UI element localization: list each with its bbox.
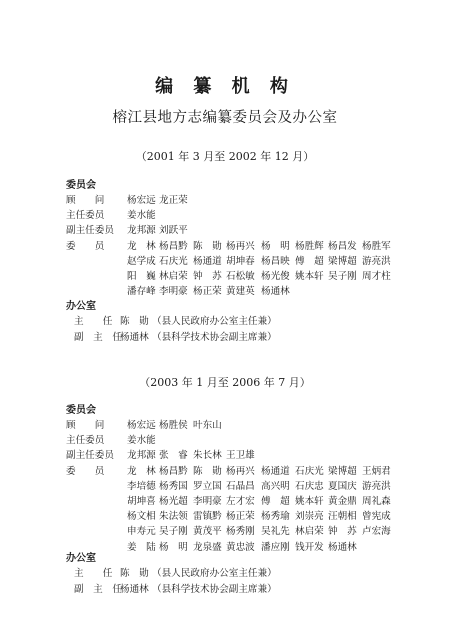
member-name: 雷镇黔 bbox=[193, 511, 222, 523]
member-name: 龙 林 bbox=[127, 465, 156, 477]
committee-row bbox=[0, 432, 450, 446]
member-name: 陈 勋 bbox=[120, 316, 149, 327]
member-name: 姜水能 bbox=[127, 435, 156, 447]
member-name: 罗立国 bbox=[193, 480, 222, 492]
member-name: 刘跃平 bbox=[159, 225, 188, 237]
office-heading: 办公室 bbox=[66, 553, 96, 564]
member-name: 杨正荣 bbox=[193, 286, 222, 298]
member-name: 黄建英 bbox=[226, 286, 255, 298]
member-name: 龙邦源 bbox=[127, 450, 156, 462]
committee-row bbox=[0, 447, 450, 461]
member-name: 杨 明 bbox=[159, 541, 188, 553]
role-label: 主 任 bbox=[74, 568, 113, 579]
page-subtitle: 榕江县地方志编纂委员会及办公室 bbox=[112, 110, 338, 126]
member-name: 杨秀国 bbox=[159, 480, 188, 492]
member-name: 陈 勋 bbox=[193, 465, 222, 477]
member-name: 王炳君 bbox=[362, 465, 391, 477]
member-name: 左才宏 bbox=[226, 496, 255, 507]
member-name: 姚本轩 bbox=[295, 496, 324, 507]
member-name: 杨昌映 bbox=[261, 255, 290, 267]
member-name: 阳 巍 bbox=[127, 271, 156, 282]
member-name: 杨宏远 bbox=[127, 420, 156, 431]
member-name: 龙邦源 bbox=[127, 225, 156, 237]
member-name: 杨通道 bbox=[261, 465, 290, 477]
member-name: 杨胜侯 bbox=[159, 420, 188, 431]
member-name: 龙正荣 bbox=[159, 195, 188, 206]
member-name: 杨通林 bbox=[328, 541, 357, 553]
member-name: 杨昌黔 bbox=[159, 240, 188, 252]
member-name: 龙泉盛 bbox=[193, 541, 222, 553]
role-note: （县人民政府办公室主任兼） bbox=[152, 568, 277, 579]
page-title: 编 纂 机 构 bbox=[155, 76, 295, 97]
period-label: （2003 年 1 月至 2006 年 7 月） bbox=[139, 376, 311, 389]
member-name: 杨光俊 bbox=[261, 271, 290, 282]
member-name: 姜水能 bbox=[127, 210, 156, 222]
member-name: 游亮洪 bbox=[362, 255, 391, 267]
role-note: （县人民政府办公室主任兼） bbox=[152, 316, 277, 327]
role-note: （县科学技术协会副主席兼） bbox=[152, 584, 277, 595]
member-name: 叶东山 bbox=[193, 420, 222, 431]
member-name: 申寿元 bbox=[127, 526, 156, 538]
member-name: 杨文相 bbox=[127, 511, 156, 523]
member-name: 杨再兴 bbox=[226, 465, 255, 477]
member-name: 张 睿 bbox=[159, 450, 188, 462]
member-name: 李明豪 bbox=[193, 496, 222, 507]
member-name: 石庆光 bbox=[295, 465, 324, 477]
member-name: 周礼森 bbox=[362, 496, 391, 507]
member-name: 傅 超 bbox=[295, 255, 324, 267]
committee-row bbox=[0, 283, 450, 297]
role-label: 主任委员 bbox=[66, 435, 105, 447]
office-row bbox=[0, 581, 450, 595]
member-name: 石晶昌 bbox=[226, 480, 255, 492]
period-label: （2001 年 3 月至 2002 年 12 月） bbox=[135, 150, 315, 163]
committee-row bbox=[0, 253, 450, 267]
member-name: 杨通道 bbox=[193, 255, 222, 267]
member-name: 钟 苏 bbox=[193, 271, 222, 282]
role-label: 副主任委员 bbox=[66, 225, 114, 237]
role-label: 委 员 bbox=[66, 465, 105, 477]
committee-row bbox=[0, 207, 450, 221]
member-name: 卢宏海 bbox=[362, 526, 391, 538]
member-name: 王卫雄 bbox=[226, 450, 255, 462]
member-name: 石松敏 bbox=[226, 271, 255, 282]
office-heading: 办公室 bbox=[66, 301, 96, 312]
role-label: 委 员 bbox=[66, 240, 105, 252]
member-name: 杨正荣 bbox=[226, 511, 255, 523]
member-name: 梁博超 bbox=[328, 465, 357, 477]
member-name: 刘崇亮 bbox=[295, 511, 324, 523]
committee-row bbox=[0, 192, 450, 206]
member-name: 姚本轩 bbox=[295, 271, 324, 282]
member-name: 夏国庆 bbox=[328, 480, 357, 492]
member-name: 林启荣 bbox=[159, 271, 188, 282]
member-name: 杨秀刚 bbox=[226, 526, 255, 538]
committee-row bbox=[0, 463, 450, 477]
member-name: 姜 陆 bbox=[127, 541, 156, 553]
member-name: 杨再兴 bbox=[226, 240, 255, 252]
committee-row bbox=[0, 493, 450, 507]
member-name: 杨通林 bbox=[261, 286, 290, 298]
member-name: 黄茂平 bbox=[193, 526, 222, 538]
committee-heading: 委员会 bbox=[66, 180, 96, 191]
committee-row bbox=[0, 478, 450, 492]
member-name: 钟 苏 bbox=[328, 526, 357, 538]
member-name: 李培德 bbox=[127, 480, 156, 492]
committee-row bbox=[0, 238, 450, 252]
office-row bbox=[0, 565, 450, 579]
member-name: 胡坤春 bbox=[226, 255, 255, 267]
committee-row bbox=[0, 417, 450, 431]
role-label: 主 任 bbox=[74, 316, 113, 327]
member-name: 朱法领 bbox=[159, 511, 188, 523]
committee-row bbox=[0, 508, 450, 522]
role-label: 副主任委员 bbox=[66, 450, 114, 462]
member-name: 潘存峰 bbox=[127, 286, 156, 298]
member-name: 杨 明 bbox=[261, 240, 290, 252]
committee-row bbox=[0, 523, 450, 537]
member-name: 杨光超 bbox=[159, 496, 188, 507]
member-name: 汪朝相 bbox=[328, 511, 357, 523]
member-name: 游亮洪 bbox=[362, 480, 391, 492]
committee-heading: 委员会 bbox=[66, 405, 96, 416]
member-name: 吴子刚 bbox=[328, 271, 357, 282]
member-name: 陈 勋 bbox=[120, 568, 149, 579]
member-name: 胡坤喜 bbox=[127, 496, 156, 507]
member-name: 林启荣 bbox=[295, 526, 324, 538]
role-label: 顾 问 bbox=[66, 195, 105, 206]
member-name: 杨胜辉 bbox=[295, 240, 324, 252]
member-name: 陈 勋 bbox=[193, 240, 222, 252]
member-name: 周才柱 bbox=[362, 271, 391, 282]
member-name: 黄忠波 bbox=[226, 541, 255, 553]
role-label: 顾 问 bbox=[66, 420, 105, 431]
member-name: 石庆光 bbox=[159, 255, 188, 267]
office-row bbox=[0, 329, 450, 343]
member-name: 钱开发 bbox=[295, 541, 324, 553]
member-name: 梁博超 bbox=[328, 255, 357, 267]
member-name: 龙 林 bbox=[127, 240, 156, 252]
member-name: 朱长林 bbox=[193, 450, 222, 462]
member-name: 黄金鼎 bbox=[328, 496, 357, 507]
committee-row bbox=[0, 222, 450, 236]
member-name: 潘应刚 bbox=[261, 541, 290, 553]
office-row bbox=[0, 313, 450, 327]
role-label: 主任委员 bbox=[66, 210, 105, 222]
member-name: 杨昌黔 bbox=[159, 465, 188, 477]
member-name: 杨通林 bbox=[120, 584, 149, 595]
member-name: 吴礼先 bbox=[261, 526, 290, 538]
role-label: 副 主 任 bbox=[74, 332, 122, 343]
member-name: 高兴明 bbox=[261, 480, 290, 492]
member-name: 杨昌发 bbox=[328, 240, 357, 252]
member-name: 赵学成 bbox=[127, 255, 156, 267]
role-label: 副 主 任 bbox=[74, 584, 122, 595]
member-name: 傅 超 bbox=[261, 496, 290, 507]
member-name: 李明豪 bbox=[159, 286, 188, 298]
member-name: 曾宪成 bbox=[362, 511, 391, 523]
role-note: （县科学技术协会副主席兼） bbox=[152, 332, 277, 343]
member-name: 杨宏远 bbox=[127, 195, 156, 206]
member-name: 石庆忠 bbox=[295, 480, 324, 492]
member-name: 吴子刚 bbox=[159, 526, 188, 538]
member-name: 杨通林 bbox=[120, 332, 149, 343]
committee-row bbox=[0, 268, 450, 282]
member-name: 杨秀瑜 bbox=[261, 511, 290, 523]
member-name: 杨胜军 bbox=[362, 240, 391, 252]
